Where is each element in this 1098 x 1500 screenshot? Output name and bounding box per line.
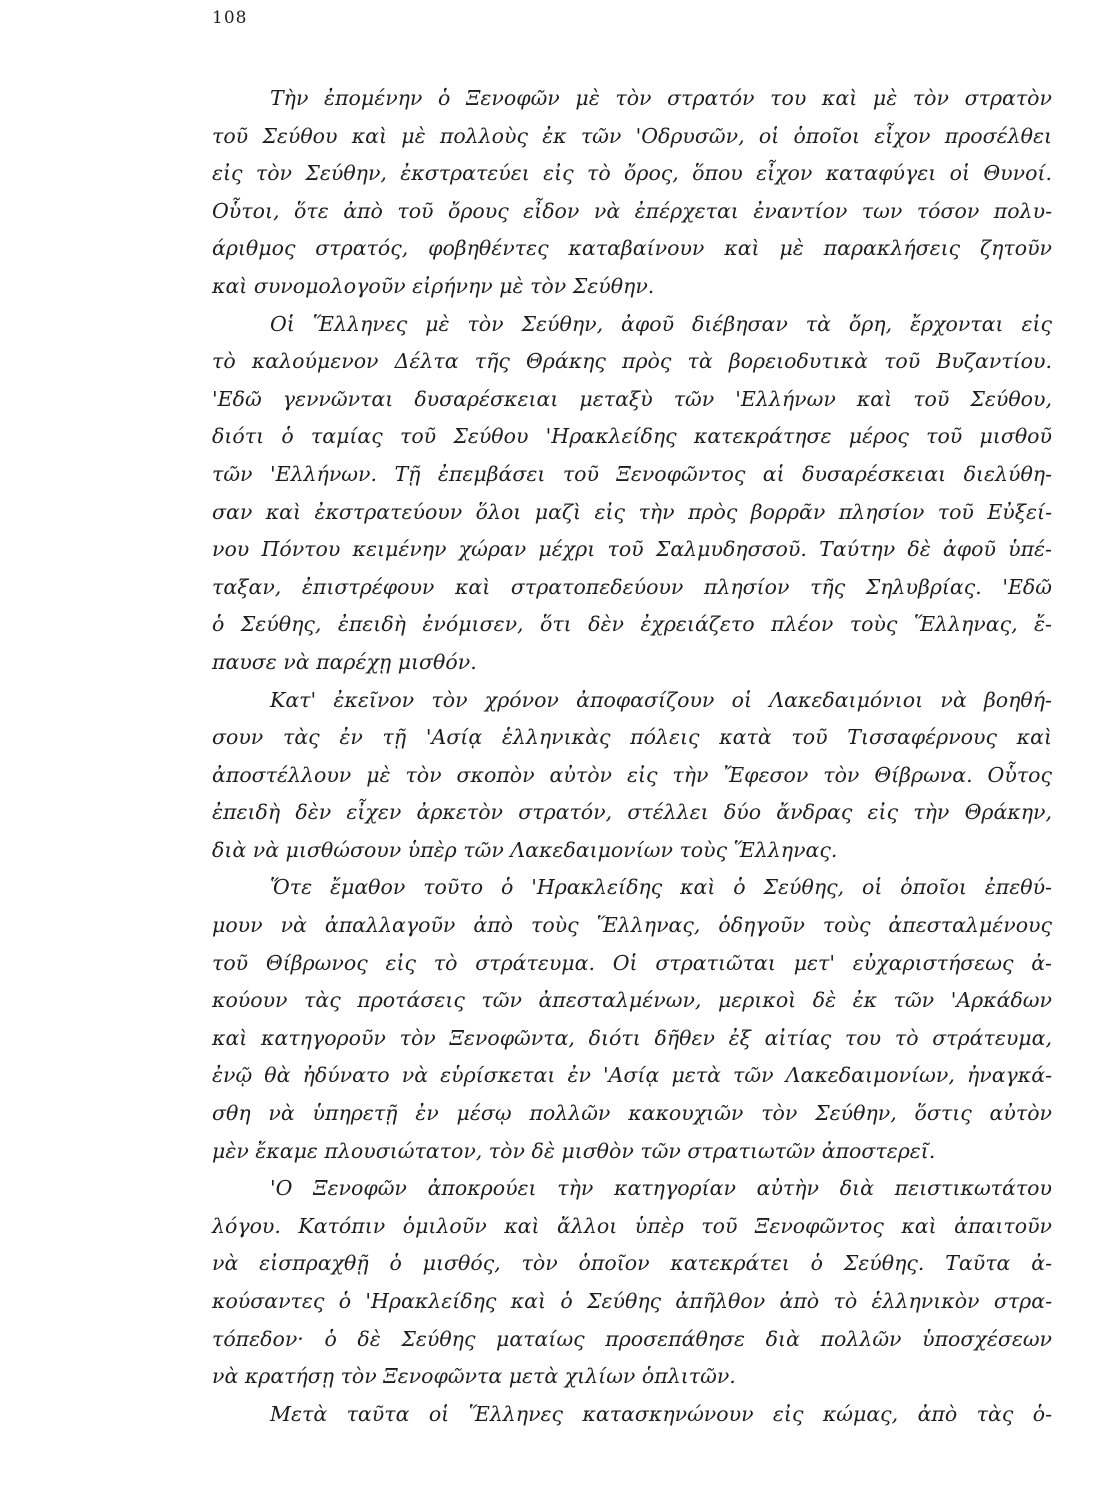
text-line: Οἱ Ἕλληνες μὲ τὸν Σεύθην, ἀφοῦ διέβησαν τὰ ὄρη, ἔρχονται εἰς	[270, 311, 1052, 336]
text-line: ἐνῷ θὰ ἠδύνατο νὰ εὑρίσκεται ἐν 'Ασίᾳ μετὰ τῶν Λακεδαιμονίων, ἠναγκά-	[212, 1063, 1052, 1088]
text-line: καὶ συνομολογοῦν εἰρήνην μὲ τὸν Σεύθην.	[212, 273, 655, 298]
paragraph	[212, 1396, 1052, 1434]
text-line: διότι ὁ ταμίας τοῦ Σεύθου 'Ηρακλείδης κατεκράτησε μέρος τοῦ μισθοῦ	[212, 424, 1052, 449]
text-line: μουν νὰ ἀπαλλαγοῦν ἀπὸ τοὺς Ἕλληνας, ὁδηγοῦν τοὺς ἀπεσταλμένους	[212, 913, 1052, 938]
text-line: σαν καὶ ἐκστρατεύουν ὅλοι μαζὶ εἰς τὴν πρὸς βορρᾶν πλησίον τοῦ Εὐξεί-	[212, 499, 1052, 524]
text-line: μὲν ἔκαμε πλουσιώτατον, τὸν δὲ μισθὸν τῶν στρατιωτῶν ἀποστερεῖ.	[212, 1138, 936, 1163]
text-line: Μετὰ ταῦτα οἱ Ἕλληνες κατασκηνώνουν εἰς κώμας, ἀπὸ τὰς ὁ-	[270, 1401, 1052, 1426]
text-line: παυσε νὰ παρέχῃ μισθόν.	[212, 649, 477, 674]
text-line: Τὴν ἐπομένην ὁ Ξενοφῶν μὲ τὸν στρατόν του καὶ μὲ τὸν στρατὸν	[270, 86, 1052, 110]
text-line: λόγου. Κατόπιν ὁμιλοῦν καὶ ἄλλοι ὑπὲρ τοῦ Ξενοφῶντος καὶ ἀπαιτοῦν	[212, 1213, 1052, 1238]
text-line: ταξαν, ἐπιστρέφουν καὶ στρατοπεδεύουν πλησίον τῆς Σηλυβρίας. 'Εδῶ	[212, 574, 1052, 599]
text-line: τὸ καλούμενον Δέλτα τῆς Θράκης πρὸς τὰ βορειοδυτικὰ τοῦ Βυζαντίου.	[212, 349, 1052, 374]
text-line: 'Εδῶ γεννῶνται δυσαρέσκειαι μεταξὺ τῶν 'Ελλήνων καὶ τοῦ Σεύθου,	[212, 386, 1052, 411]
text-line: κούσαντες ὁ 'Ηρακλείδης καὶ ὁ Σεύθης ἀπῆλθον ἀπὸ τὸ ἑλληνικὸν στρα-	[212, 1289, 1052, 1313]
text-line: Ὅτε ἔμαθον τοῦτο ὁ 'Ηρακλείδης καὶ ὁ Σεύθης, οἱ ὁποῖοι ἐπεθύ-	[270, 875, 1052, 900]
paragraph	[212, 306, 1052, 682]
text-line: καὶ κατηγοροῦν τὸν Ξενοφῶντα, διότι δῆθεν ἐξ αἰτίας του τὸ στράτευμα,	[212, 1025, 1052, 1050]
text-line: σουν τὰς ἐν τῇ 'Ασίᾳ ἑλληνικὰς πόλεις κατὰ τοῦ Τισσαφέρνους καὶ	[212, 725, 1052, 750]
paragraph	[212, 682, 1052, 870]
text-line: τοῦ Θίβρωνος εἰς τὸ στράτευμα. Οἱ στρατιῶται μετ' εὐχαριστήσεως ἀ-	[212, 950, 1052, 975]
paragraph	[212, 869, 1052, 1170]
text-line: τοῦ Σεύθου καὶ μὲ πολλοὺς ἐκ τῶν 'Οδρυσῶν, οἱ ὁποῖοι εἶχον προσέλθει	[212, 123, 1052, 148]
text-line: Κατ' ἐκεῖνον τὸν χρόνον ἀποφασίζουν οἱ Λακεδαιμόνιοι νὰ βοηθή-	[270, 687, 1052, 712]
text-line: τόπεδον· ὁ δὲ Σεύθης ματαίως προσεπάθησε διὰ πολλῶν ὑποσχέσεων	[212, 1326, 1052, 1351]
text-line: τῶν 'Ελλήνων. Τῇ ἐπεμβάσει τοῦ Ξενοφῶντος αἱ δυσαρέσκειαι διελύθη-	[212, 461, 1052, 486]
page-number: 108	[212, 8, 248, 28]
text-line: νὰ κρατήσῃ τὸν Ξενοφῶντα μετὰ χιλίων ὁπλιτῶν.	[212, 1364, 736, 1389]
text-line: σθη νὰ ὑπηρετῇ ἐν μέσῳ πολλῶν κακουχιῶν τὸν Σεύθην, ὅστις αὐτὸν	[212, 1101, 1052, 1126]
text-line: κούουν τὰς προτάσεις τῶν ἀπεσταλμένων, μερικοὶ δὲ ἐκ τῶν 'Αρκάδων	[212, 988, 1052, 1013]
paragraph	[212, 1170, 1052, 1396]
paragraph	[212, 80, 1052, 306]
text-line: ὁ Σεύθης, ἐπειδὴ ἐνόμισεν, ὅτι δὲν ἐχρειάζετο πλέον τοὺς Ἕλληνας, ἔ-	[212, 612, 1052, 637]
text-line: νὰ εἰσπραχθῇ ὁ μισθός, τὸν ὁποῖον κατεκράτει ὁ Σεύθης. Ταῦτα ἀ-	[212, 1251, 1052, 1276]
text-line: νου Πόντου κειμένην χώραν μέχρι τοῦ Σαλμυδησσοῦ. Ταύτην δὲ ἀφοῦ ὑπέ-	[212, 537, 1052, 562]
body-text	[212, 80, 1052, 1433]
text-line: εἰς τὸν Σεύθην, ἐκστρατεύει εἰς τὸ ὄρος, ὅπου εἶχον καταφύγει οἱ Θυνοί.	[212, 161, 1052, 186]
text-line: 'Ο Ξενοφῶν ἀποκρούει τὴν κατηγορίαν αὐτὴν διὰ πειστικωτάτου	[270, 1176, 1052, 1201]
text-line: άριθμος στρατός, φοβηθέντες καταβαίνουν καὶ μὲ παρακλήσεις ζητοῦν	[212, 236, 1052, 261]
text-line: ἐπειδὴ δὲν εἶχεν ἀρκετὸν στρατόν, στέλλει δύο ἄνδρας εἰς τὴν Θράκην,	[212, 800, 1052, 825]
text-line: Οὗτοι, ὅτε ἀπὸ τοῦ ὄρους εἶδον νὰ ἐπέρχεται ἐναντίον των τόσον πολυ-	[212, 198, 1052, 223]
text-line: ἀποστέλλουν μὲ τὸν σκοπὸν αὐτὸν εἰς τὴν Ἔφεσον τὸν Θίβρωνα. Οὗτος	[212, 762, 1052, 787]
text-line: διὰ νὰ μισθώσουν ὑπὲρ τῶν Λακεδαιμονίων τοὺς Ἕλληνας.	[212, 837, 838, 862]
